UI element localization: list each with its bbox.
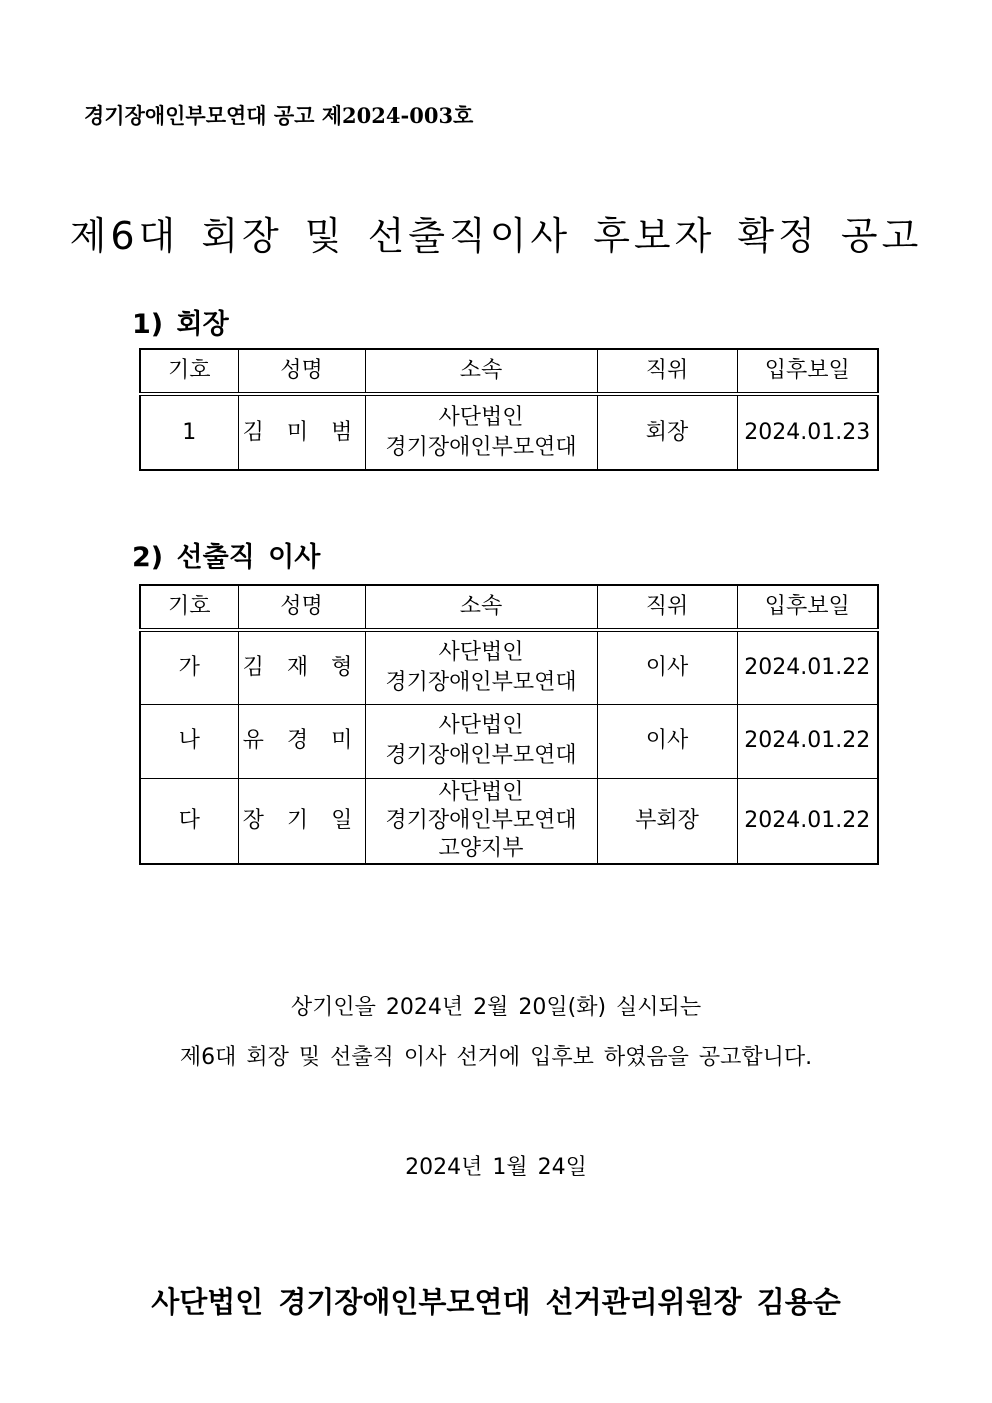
affiliation-line: 사단법인 [438, 779, 524, 805]
president-table [139, 348, 879, 471]
candidate-date: 2024.01.22 [737, 778, 878, 864]
candidate-position: 부회장 [597, 778, 737, 864]
header-number: 기호 [140, 349, 238, 394]
header-position: 직위 [597, 585, 737, 630]
candidate-position: 이사 [597, 704, 737, 778]
header-affiliation: 소속 [365, 349, 597, 394]
body-line-1: 상기인을 2024년 2월 20일(화) 실시되는 [290, 995, 702, 1020]
candidate-affiliation [365, 778, 597, 864]
body-line-2: 제6대 회장 및 선출직 이사 선거에 입후보 하였음을 공고합니다. [179, 1045, 813, 1070]
candidate-number: 나 [140, 704, 238, 778]
candidate-number: 다 [140, 778, 238, 864]
affiliation-line: 사단법인 [438, 713, 524, 738]
table-header-row [140, 585, 878, 630]
affiliation-line: 경기장애인부모연대 [385, 743, 577, 768]
candidate-number: 1 [140, 394, 238, 470]
affiliation-line: 사단법인 [438, 404, 524, 430]
candidate-affiliation [365, 394, 597, 470]
header-date: 입후보일 [737, 585, 878, 630]
table-header-row [140, 349, 878, 394]
candidate-number: 가 [140, 630, 238, 704]
candidate-date: 2024.01.22 [737, 704, 878, 778]
candidate-affiliation [365, 630, 597, 704]
candidate-affiliation [365, 704, 597, 778]
candidate-name: 김 재 형 [238, 630, 365, 704]
notice-date: 2024년 1월 24일 [405, 1155, 587, 1180]
affiliation-line: 사단법인 [438, 639, 524, 665]
header-position: 직위 [597, 349, 737, 394]
table-row [140, 394, 878, 470]
table-row [140, 630, 878, 704]
header-affiliation: 소속 [365, 585, 597, 630]
candidate-position: 회장 [597, 394, 737, 470]
section2-heading: 2) 선출직 이사 [132, 542, 321, 573]
affiliation-line: 경기장애인부모연대 [385, 807, 577, 833]
director-table [139, 584, 879, 865]
table-row [140, 704, 878, 778]
header-name: 성명 [238, 585, 365, 630]
affiliation-line: 경기장애인부모연대 [385, 669, 577, 695]
header-name: 성명 [238, 349, 365, 394]
section1-heading: 1) 회장 [132, 309, 229, 340]
signature: 사단법인 경기장애인부모연대 선거관리위원장 김용순 [151, 1285, 841, 1319]
candidate-position: 이사 [597, 630, 737, 704]
affiliation-line: 고양지부 [438, 835, 524, 861]
notice-number: 경기장애인부모연대 공고 제2024-003호 [84, 103, 474, 128]
candidate-date: 2024.01.23 [737, 394, 878, 470]
page-title: 제6대 회장 및 선출직이사 후보자 확정 공고 [69, 214, 923, 258]
candidate-name: 유 경 미 [238, 704, 365, 778]
affiliation-line: 경기장애인부모연대 [385, 434, 577, 460]
table-row [140, 778, 878, 864]
candidate-date: 2024.01.22 [737, 630, 878, 704]
candidate-name: 장 기 일 [238, 778, 365, 864]
header-number: 기호 [140, 585, 238, 630]
header-date: 입후보일 [737, 349, 878, 394]
candidate-name: 김 미 범 [238, 394, 365, 470]
